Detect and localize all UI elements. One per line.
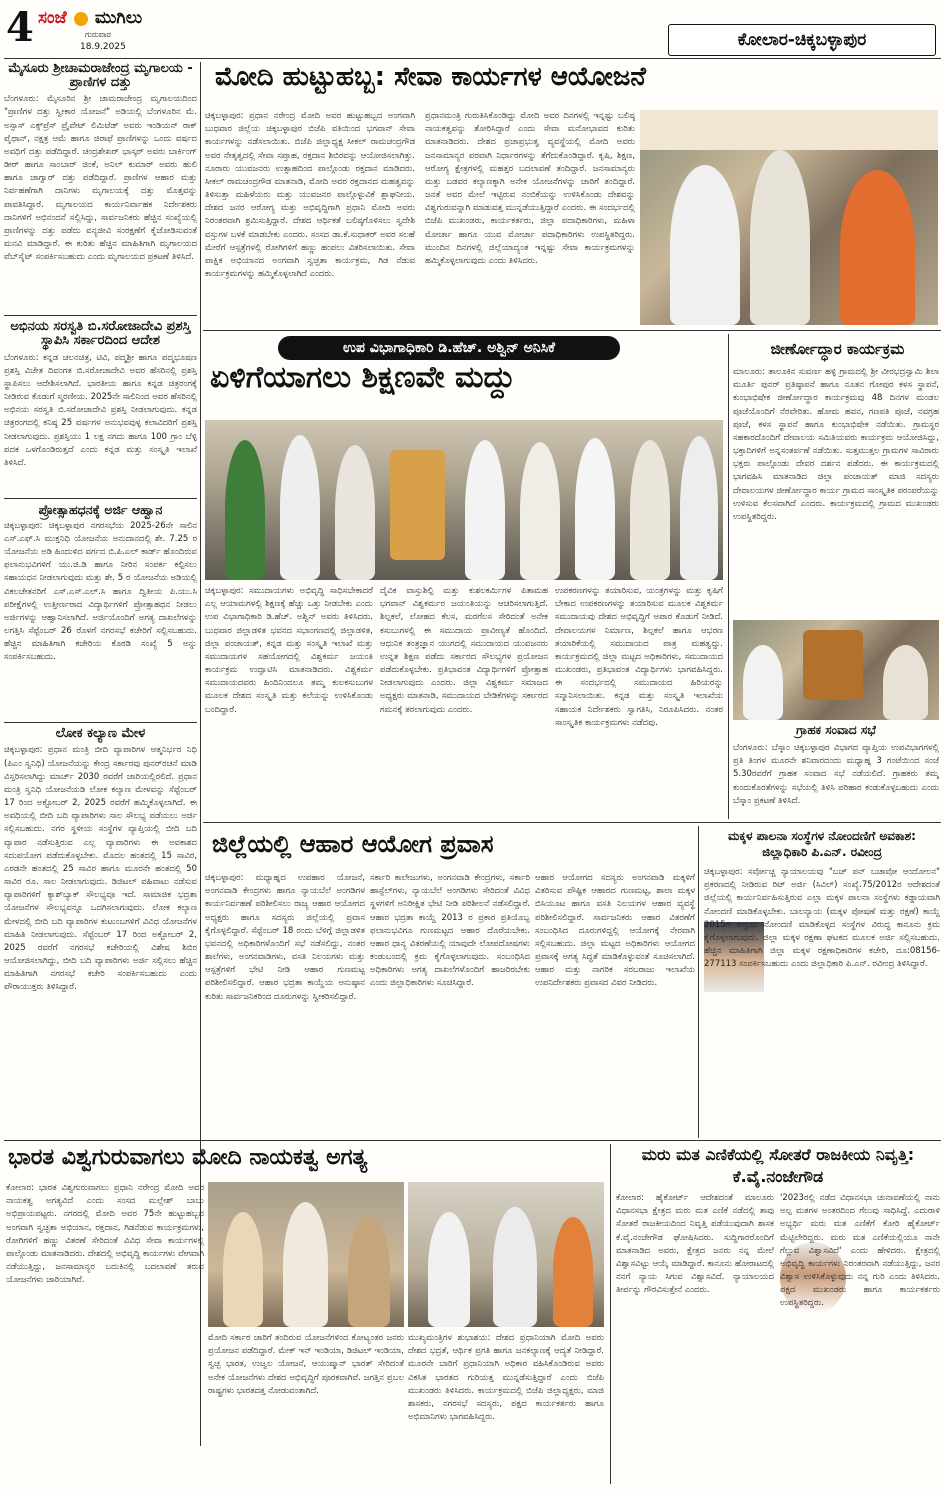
consumer-meeting-caption: ಗ್ರಾಹಕ ಸಂವಾದ ಸಭೆ [796, 723, 876, 737]
person-figure [465, 440, 505, 580]
deity-altar [390, 450, 445, 560]
incentive-headline: ಪ್ರೋತ್ಸಾಹಧನಕ್ಕೆ ಅರ್ಜಿ ಆಹ್ವಾನ [38, 501, 163, 517]
issue-day: ಗುರುವಾರ [85, 30, 111, 39]
restoration-photo [733, 620, 939, 720]
person-figure [630, 440, 670, 580]
vishwaguru-body-col2: ಮೋದಿ ಸರ್ಕಾರ ಜಾರಿಗೆ ತಂದಿರುವ ಯೋಜನೆಗಳಿಂದ ಕೋಟ್ಯಂತರ ಜನರು ಪ್ರಯೋಜನ ಪಡೆದಿದ್ದಾರೆ. ಮೇಕ್ ಇನ್ ಇಂಡಿಯಾ, ಡಿಜಿಟಲ್ ಇಂಡಿಯಾ, ಸ್ವಚ್ಛ ಭಾರತ, ಉಜ್ವಲ ಯೋಜನೆ, ಆಯುಷ್ಮಾನ್ ಭಾರತ್ ಸೇರಿದಂತೆ ಅನೇಕ ಯೋಜನೆಗಳು ದೇಶದ ಅಭಿವೃದ್ಧಿಗೆ ಪೂರಕವಾಗಿವೆ. ಜಗತ್ತಿನ ಪ್ರಬಲ ರಾಷ್ಟ್ರಗಳು ಭಾರತದತ್ತ ನೋಡುವಂತಾಗಿದೆ. [208, 1333, 404, 1396]
person-figure [670, 165, 740, 325]
restoration-body: ಮಾಲೂರು: ತಾಲೂಕಿನ ಸುವರ್ಣ ಹಳ್ಳಿ ಗ್ರಾಮದಲ್ಲಿ ಶ್ರೀ ವೀರಭದ್ರಸ್ವಾಮಿ ಶಿಲಾ ಮೂರ್ತಿ ಪುನರ್ ಪ್ರತಿಷ್ಠಾಪನೆ ಹಾಗೂ ನೂತನ ಗೋಪುರ ಕಳಸ ಸ್ಥಾಪನೆ, ಕುಂಭಾಭಿಷೇಕ ಜೀರ್ಣೋದ್ಧಾರ ಕಾರ್ಯಕ್ರಮವು 48 ದಿನಗಳ ಮಂಡಲ ಪೂಜೆಯೊಂದಿಗೆ ನೆರವೇರಿತು. ಹೋಮ ಹವನ, ಗಣಪತಿ ಪೂಜೆ, ನವಗ್ರಹ ಪೂಜೆ, ಕಳಸ ಸ್ಥಾಪನೆ ಹಾಗೂ ಕುಂಭಾಭಿಷೇಕ ನಡೆಯಿತು. ಗ್ರಾಮಸ್ಥರ ಸಹಕಾರದೊಂದಿಗೆ ದೇವಾಲಯ ಸಮಿತಿಯವರು ಕಾರ್ಯಕ್ರಮ ಆಯೋಜಿಸಿದ್ದು, ಭಕ್ತಾದಿಗಳಿಗೆ ಅನ್ನಸಂತರ್ಪಣೆ ನಡೆಯಿತು. ಸುತ್ತಮುತ್ತಲ ಗ್ರಾಮಗಳ ಸಾವಿರಾರು ಭಕ್ತರು ಪಾಲ್ಗೊಂಡು ದೇವರ ದರ್ಶನ ಪಡೆದರು. ಈ ಕಾರ್ಯಕ್ರಮದಲ್ಲಿ ಭಾಗವಹಿಸಿ ಮಾತನಾಡಿದ ಜಿಲ್ಲಾ ಪಂಚಾಯತ್ ಮಾಜಿ ಸದಸ್ಯರು ದೇವಾಲಯಗಳ ಜೀರ್ಣೋದ್ಧಾರ ಕಾರ್ಯ ಗ್ರಾಮದ ಸಾಂಸ್ಕೃತಿಕ ಪರಂಪರೆಯನ್ನು ಉಳಿಸುವ ಕೆಲಸವಾಗಿದೆ ಎಂದರು. ಕಾರ್ಯಕ್ರಮದಲ್ಲಿ ಗ್ರಾಮದ ಮುಖಂಡರು ಉಪಸ್ಥಿತರಿದ್ದರು. [733, 367, 939, 522]
divider [4, 315, 197, 316]
award-body: ಬೆಂಗಳೂರು: ಕನ್ನಡ ಚಲನಚಿತ್ರ, ಟಿವಿ, ಪದ್ಮಶ್ರೀ ಹಾಗೂ ಪದ್ಮಭೂಷಣ ಪ್ರಶಸ್ತಿ ವಿಜೇತ ದಿವಂಗತ ಬಿ.ಸರೋಜಾದೇವಿ ಅವರ ಹೆಸರಿನಲ್ಲಿ ಪ್ರಶಸ್ತಿ ಸ್ಥಾಪಿಸಲು ಆದೇಶಿಸಲಾಗಿದೆ. ಭಾರತೀಯ ಹಾಗೂ ಕನ್ನಡ ಚಿತ್ರರಂಗಕ್ಕೆ ನೀಡಿರುವ ಕೊಡುಗೆ ಸ್ಮರಣೀಯ. 2025ನೇ ಸಾಲಿನಿಂದ ಅವರ ಹೆಸರಿನಲ್ಲಿ ಅಭಿನಯ ಸರಸ್ವತಿ ಬಿ.ಸರೋಜಾದೇವಿ ಪ್ರಶಸ್ತಿ ನೀಡಲಾಗುವುದು. ಕನ್ನಡ ಚಿತ್ರರಂಗದಲ್ಲಿ ಕನಿಷ್ಠ 25 ವರ್ಷಗಳ ಅನುಭವವುಳ್ಳ ಕಲಾವಿದರಿಗೆ ಪ್ರಶಸ್ತಿ ನೀಡಲಾಗುವುದು. ಪ್ರಶಸ್ತಿಯು 1 ಲಕ್ಷ ನಗದು ಹಾಗೂ 100 ಗ್ರಾಂ ಬೆಳ್ಳಿ ಪದಕ ಒಳಗೊಂಡಿರುತ್ತದೆ ಎಂದು ಕನ್ನಡ ಮತ್ತು ಸಂಸ್ಕೃತಿ ಇಲಾಖೆ ತಿಳಿಸಿದೆ. [4, 352, 197, 468]
divider [4, 498, 197, 499]
incentive-body: ಚಿಕ್ಕಬಳ್ಳಾಪುರ: ಚಿಕ್ಕಬಳ್ಳಾಪುರ ನಗರಸಭೆಯ 2025-26ನೇ ಸಾಲಿನ ಎಸ್.ಎಫ್.ಸಿ ಮುಕ್ತನಿಧಿ ಯೋಜನೆಯ ಅನುದಾನದಲ್ಲಿ ಶೇ. 7.25 ರ ಯೋಜನೆಯ ಅಡಿ ಹಿಂದುಳಿದ ವರ್ಗದ ಬಿ.ಪಿ.ಎಲ್ ಕಾರ್ಡ್ ಹೊಂದಿರುವ ಫಲಾನುಭವಿಗಳಿಗೆ ಯು.ಜಿ.ಡಿ ಹಾಗೂ ನೀರಿನ ಸಂಪರ್ಕ ಕಲ್ಪಿಸಲು ಸಹಾಯಧನ ನೀಡಲಾಗುವುದು ಮತ್ತು ಶೇ. 5 ರ ಯೋಜನೆಯ ಅಡಿಯಲ್ಲಿ ವಿಕಲಚೇತನರಿಗೆ ಎಸ್.ಎಸ್.ಎಲ್.ಸಿ ಹಾಗೂ ದ್ವಿತೀಯ ಪಿ.ಯು.ಸಿ ಪರೀಕ್ಷೆಗಳಲ್ಲಿ ಉತ್ತೀರ್ಣರಾದ ವಿದ್ಯಾರ್ಥಿಗಳಿಗೆ ಪ್ರೋತ್ಸಾಹಧನ ನೀಡಲು ಅರ್ಜಿಗಳನ್ನು ಆಹ್ವಾನಿಸಲಾಗಿದೆ. ಅರ್ಜಿಯೊಂದಿಗೆ ಅಗತ್ಯ ದಾಖಲೆಗಳನ್ನು ಲಗತ್ತಿಸಿ ಸೆಪ್ಟೆಂಬರ್ 26 ರೊಳಗೆ ನಗರಸಭೆ ಕಚೇರಿಗೆ ಸಲ್ಲಿಸಬಹುದು. ಹೆಚ್ಚಿನ ಮಾಹಿತಿಗಾಗಿ ಕಚೇರಿಯ ಕೊಠಡಿ ಸಂಖ್ಯೆ 5 ಅನ್ನು ಸಂಪರ್ಕಿಸಬಹುದು. [4, 520, 197, 663]
vishwaguru-photo-right [408, 1182, 604, 1327]
person-figure [680, 436, 718, 580]
education-headline: ಏಳಿಗೆಯಾಗಲು ಶಿಕ್ಷಣವೇ ಮದ್ದು [210, 360, 516, 395]
issue-date: 18.9.2025 [80, 42, 126, 52]
region-banner: ಕೋಲಾರ-ಚಿಕ್ಕಬಳ್ಳಾಪುರ [668, 24, 936, 56]
politics-body-col2: '2023ರಲ್ಲಿ ನಡೆದ ವಿಧಾನಸಭಾ ಚುನಾವಣೆಯಲ್ಲಿ ನಾನು ಅಲ್ಪ ಮತಗಳ ಅಂತರದಿಂದ ಗೆಲುವು ಸಾಧಿಸಿದ್ದೆ. ಎದುರಾಳಿ ಅಭ್ಯರ್ಥಿ ಮರು ಮತ ಎಣಿಕೆಗೆ ಕೋರಿ ಹೈಕೋರ್ಟ್ ಮೆಟ್ಟಿಲೇರಿದ್ದರು. ಮರು ಮತ ಎಣಿಕೆಯಲ್ಲಿಯೂ ನಾನೇ ಗೆಲ್ಲುವ ವಿಶ್ವಾಸವಿದೆ' ಎಂದು ಹೇಳಿದರು. ಕ್ಷೇತ್ರದಲ್ಲಿ ಅಭಿವೃದ್ಧಿ ಕಾರ್ಯಗಳು ನಿರಂತರವಾಗಿ ನಡೆಯುತ್ತಿದ್ದು, ಜನರ ವಿಶ್ವಾಸ ಉಳಿಸಿಕೊಳ್ಳುವುದು ನನ್ನ ಗುರಿ ಎಂದು ತಿಳಿಸಿದರು. ಪಕ್ಷದ ಮುಖಂಡರು ಹಾಗೂ ಕಾರ್ಯಕರ್ತರು ಉಪಸ್ಥಿತರಿದ್ದರು. [780, 1193, 940, 1309]
banner-background [640, 110, 938, 150]
modi-seva-photo [640, 110, 938, 325]
section-rule [203, 822, 941, 823]
child-care-headline: ಮಕ್ಕಳ ಪಾಲನಾ ಸಂಸ್ಥೆಗಳ ನೋಂದಣಿಗೆ ಅವಕಾಶ: ಜಿಲ್ಲಾಧಿಕಾರಿ ಪಿ.ಎನ್. ರವೀಂದ್ರ [728, 829, 916, 860]
education-kicker: ಉಪ ವಿಭಾಗಾಧಿಕಾರಿ ಡಿ.ಹೆಚ್. ಅಶ್ವಿನ್ ಅನಿಸಿಕೆ [278, 336, 620, 360]
logo-part2: ಮುಗಿಲು [94, 8, 143, 28]
newspaper-logo [38, 8, 142, 28]
person-figure [493, 1207, 537, 1327]
modi-seva-body-col1: ಚಿಕ್ಕಬಳ್ಳಾಪುರ: ಪ್ರಧಾನ ನರೇಂದ್ರ ಮೋದಿ ಅವರ ಹುಟ್ಟುಹಬ್ಬದ ಅಂಗವಾಗಿ ಬುಧವಾರ ಜಿಲ್ಲೆಯ ಚಿಕ್ಕಬಳ್ಳಾಪುರ ಬಿಜೆಪಿ ವತಿಯಿಂದ ಭಗವಾನ್ ಸೇವಾ ಕಾರ್ಯಗಳನ್ನು ನಡೆಸಲಾಯಿತು. ಬಿಜೆಪಿ ಜಿಲ್ಲಾಧ್ಯಕ್ಷ ಸೀಕಲ್ ರಾಮಚಂದ್ರಗೌಡ ಅವರ ನೇತೃತ್ವದಲ್ಲಿ ಸೇವಾ ಸಪ್ತಾಹ, ರಕ್ತದಾನ ಶಿಬಿರವನ್ನು ಆಯೋಜಿಸಲಾಗಿತ್ತು. ನೂರಾರು ಯುವಜನರು ಉತ್ಸಾಹದಿಂದ ಪಾಲ್ಗೊಂಡು ರಕ್ತದಾನ ಮಾಡಿದರು. ಸೀಕಲ್ ರಾಮಚಂದ್ರಗೌಡ ಮಾತನಾಡಿ, ಮೋದಿ ಅವರ ರಕ್ತದಾನದ ಮಹತ್ವವನ್ನು ತಿಳಿಸುತ್ತಾ ಮಹಿಳೆಯರು ಮತ್ತು ಯುವಜನರ ಪಾಲ್ಗೊಳ್ಳುವಿಕೆ ಶ್ಲಾಘನೀಯ. ದೇಶದ ಜನರ ಆರೋಗ್ಯ ಮತ್ತು ಅಭಿವೃದ್ಧಿಗಾಗಿ ಪ್ರಧಾನಿ ಮೋದಿ ಅವರು ನಿರಂತರವಾಗಿ ಶ್ರಮಿಸುತ್ತಿದ್ದಾರೆ. ದೇಶದ ಆರ್ಥಿಕತೆ ಬಲಿಷ್ಠಗೊಳಿಸಲು ಸ್ವದೇಶಿ ವಸ್ತುಗಳ ಬಳಕೆ ಮಾಡಬೇಕು ಎಂದರು. ಸಂಸದ ಡಾ.ಕೆ.ಸುಧಾಕರ್ ಅವರ ಸಲಹೆ ಮೇರೆಗೆ ಆಸ್ಪತ್ರೆಗಳಲ್ಲಿ ರೋಗಿಗಳಿಗೆ ಹಣ್ಣು ಹಂಪಲು ವಿತರಿಸಲಾಯಿತು. ಸೇವಾ ಪಾಕ್ಷಿಕ ಅಭಿಯಾನದ ಅಂಗವಾಗಿ ಸ್ವಚ್ಛತಾ ಕಾರ್ಯಕ್ರಮ, ಗಿಡ ನೆಡುವ ಕಾರ್ಯಕ್ರಮಗಳನ್ನು ಹಮ್ಮಿಕೊಳ್ಳಲಾಗಿದೆ ಎಂದರು. [205, 111, 415, 280]
food-commission-body-col1: ಚಿಕ್ಕಬಳ್ಳಾಪುರ: ಮಧ್ಯಾಹ್ನದ ಉಪಹಾರ ಯೋಜನೆ, ಅಂಗನವಾಡಿ ಕೇಂದ್ರಗಳು ಹಾಗೂ ನ್ಯಾಯಬೆಲೆ ಅಂಗಡಿಗಳ ಕಾರ್ಯನಿರ್ವಹಣೆ ಪರಿಶೀಲಿಸಲು ರಾಜ್ಯ ಆಹಾರ ಆಯೋಗದ ಅಧ್ಯಕ್ಷರು ಹಾಗೂ ಸದಸ್ಯರು ಜಿಲ್ಲೆಯಲ್ಲಿ ಪ್ರವಾಸ ಕೈಗೊಳ್ಳಲಿದ್ದಾರೆ. ಸೆಪ್ಟೆಂಬರ್ 18 ರಂದು ಬೆಳಿಗ್ಗೆ ಜಿಲ್ಲಾಡಳಿತ ಭವನದಲ್ಲಿ ಅಧಿಕಾರಿಗಳೊಂದಿಗೆ ಸಭೆ ನಡೆಸಲಿದ್ದು, ನಂತರ ಶಾಲೆಗಳು, ಅಂಗನವಾಡಿಗಳು, ವಸತಿ ನಿಲಯಗಳು ಮತ್ತು ಆಸ್ಪತ್ರೆಗಳಿಗೆ ಭೇಟಿ ನೀಡಿ ಆಹಾರ ಗುಣಮಟ್ಟ ಪರಿಶೀಲಿಸಲಿದ್ದಾರೆ. ಆಹಾರ ಭದ್ರತಾ ಕಾಯ್ದೆಯ ಅನುಷ್ಠಾನ ಕುರಿತು ಸಾರ್ವಜನಿಕರಿಂದ ದೂರುಗಳನ್ನು ಸ್ವೀಕರಿಸಲಿದ್ದಾರೆ. [205, 873, 365, 1002]
person-figure [840, 170, 915, 325]
modi-seva-body-col2: ಪ್ರಧಾನಮಂತ್ರಿ ಗುರುತಿಸಿಕೊಂಡಿದ್ದು ಮೋದಿ ಅವರ ದಿನಗಳಲ್ಲಿ ಇನ್ನಷ್ಟು ಬಲಿಷ್ಠ ನಾಯಕತ್ವವನ್ನು ತೋರಿಸಿದ್ದಾರೆ ಎಂದು ಸೇವಾ ಮನೋಭಾವದ ಕುರಿತು ಮಾತನಾಡಿದರು. ದೇಶದ ಪ್ರಜಾಪ್ರಭುತ್ವ ವ್ಯವಸ್ಥೆಯಲ್ಲಿ ಮೋದಿ ಅವರು ಜನಸಾಮಾನ್ಯರ ಪರವಾಗಿ ನಿರ್ಧಾರಗಳನ್ನು ತೆಗೆದುಕೊಂಡಿದ್ದಾರೆ. ಕೃಷಿ, ಶಿಕ್ಷಣ, ಆರೋಗ್ಯ ಕ್ಷೇತ್ರಗಳಲ್ಲಿ ಮಹತ್ತರ ಬದಲಾವಣೆ ತಂದಿದ್ದಾರೆ. ಜನಸಾಮಾನ್ಯರು ಮತ್ತು ಬಡವರ ಕಲ್ಯಾಣಕ್ಕಾಗಿ ಅನೇಕ ಯೋಜನೆಗಳನ್ನು ಜಾರಿಗೆ ತಂದಿದ್ದಾರೆ. ಜನತೆ ಅವರ ಮೇಲೆ ಇಟ್ಟಿರುವ ನಂಬಿಕೆಯನ್ನು ಉಳಿಸಿಕೊಂಡು ದೇಶವನ್ನು ವಿಶ್ವಗುರುವನ್ನಾಗಿ ಮಾಡುವತ್ತ ಮುನ್ನಡೆಯುತ್ತಿದ್ದಾರೆ ಎಂದರು. ಈ ಸಂದರ್ಭದಲ್ಲಿ ಬಿಜೆಪಿ ಮುಖಂಡರು, ಕಾರ್ಯಕರ್ತರು, ಜಿಲ್ಲಾ ಪದಾಧಿಕಾರಿಗಳು, ಮಹಿಳಾ ಮೋರ್ಚಾ ಹಾಗೂ ಯುವ ಮೋರ್ಚಾ ಪದಾಧಿಕಾರಿಗಳು ಉಪಸ್ಥಿತರಿದ್ದರು. ಮುಂದಿನ ದಿನಗಳಲ್ಲಿ ಜಿಲ್ಲೆಯಾದ್ಯಂತ ಇನ್ನಷ್ಟು ಸೇವಾ ಕಾರ್ಯಕ್ರಮಗಳನ್ನು ಹಮ್ಮಿಕೊಳ್ಳಲಾಗುವುದು ಎಂದು ತಿಳಿಸಿದರು. [425, 111, 635, 266]
masthead [0, 0, 945, 58]
person-figure [750, 150, 810, 325]
zoo-adoption-headline: ಮೈಸೂರು ಶ್ರೀಚಾಮರಾಜೇಂದ್ರ ಮೃಗಾಲಯ - ಪ್ರಾಣಿಗಳ ದತ್ತು [8, 61, 193, 90]
lok-kalyan-body: ಚಿಕ್ಕಬಳ್ಳಾಪುರ: ಪ್ರಧಾನ ಮಂತ್ರಿ ಬೀದಿ ವ್ಯಾಪಾರಿಗಳ ಆತ್ಮನಿರ್ಭರ ನಿಧಿ (ಪಿಎಂ ಸ್ವನಿಧಿ) ಯೋಜನೆಯನ್ನು ಕೇಂದ್ರ ಸರ್ಕಾರವು ಪುನರ್‌ರಚನೆ ಮಾಡಿ ವಿಸ್ತರಿಸಲಾಗಿದ್ದು ಮಾರ್ಚ್ 2030 ರವರೆಗೆ ಜಾರಿಯಲ್ಲಿರಲಿದೆ. ಪ್ರಧಾನ ಮಂತ್ರಿ ಸ್ವನಿಧಿ ಯೋಜನೆಯಡಿ ಲೋಕ ಕಲ್ಯಾಣ ಮೇಳವನ್ನು ಸೆಪ್ಟೆಂಬರ್ 17 ರಿಂದ ಅಕ್ಟೋಬರ್ 2, 2025 ರವರೆಗೆ ಹಮ್ಮಿಕೊಳ್ಳಲಾಗಿದೆ. ಈ ಅವಧಿಯಲ್ಲಿ ಬೀದಿ ಬದಿ ವ್ಯಾಪಾರಿಗಳು ಸಾಲ ಸೌಲಭ್ಯ ಪಡೆಯಲು ಅರ್ಜಿ ಸಲ್ಲಿಸಬಹುದು. ನಗರ ಸ್ಥಳೀಯ ಸಂಸ್ಥೆಗಳ ವ್ಯಾಪ್ತಿಯಲ್ಲಿ ಬೀದಿ ಬದಿ ವ್ಯಾಪಾರ ನಡೆಸುತ್ತಿರುವ ಎಲ್ಲ ವ್ಯಾಪಾರಿಗಳು ಈ ಅವಕಾಶದ ಸದುಪಯೋಗ ಪಡೆದುಕೊಳ್ಳಬೇಕು. ಮೊದಲ ಹಂತದಲ್ಲಿ 15 ಸಾವಿರ, ಎರಡನೇ ಹಂತದಲ್ಲಿ 25 ಸಾವಿರ ಹಾಗೂ ಮೂರನೇ ಹಂತದಲ್ಲಿ 50 ಸಾವಿರ ರೂ. ಸಾಲ ನೀಡಲಾಗುವುದು. ಡಿಜಿಟಲ್ ವಹಿವಾಟು ನಡೆಸುವ ವ್ಯಾಪಾರಿಗಳಿಗೆ ಕ್ಯಾಶ್‌ಬ್ಯಾಕ್ ಸೌಲಭ್ಯವೂ ಇದೆ. ಸಾಮಾಜಿಕ ಭದ್ರತಾ ಯೋಜನೆಗಳ ಸೌಲಭ್ಯವನ್ನೂ ಒದಗಿಸಲಾಗುವುದು. ಲೋಕ ಕಲ್ಯಾಣ ಮೇಳದಲ್ಲಿ ಬೀದಿ ಬದಿ ವ್ಯಾಪಾರಿಗಳ ಕುಟುಂಬಗಳಿಗೆ ವಿವಿಧ ಯೋಜನೆಗಳ ಮಾಹಿತಿ ನೀಡಲಾಗುವುದು. ಸೆಪ್ಟೆಂಬರ್ 17 ರಿಂದ ಅಕ್ಟೋಬರ್ 2, 2025 ರವರೆಗೆ ನಗರಸಭೆ ಕಚೇರಿಯಲ್ಲಿ ವಿಶೇಷ ಶಿಬಿರ ಆಯೋಜಿಸಲಾಗಿದ್ದು, ಬೀದಿ ಬದಿ ವ್ಯಾಪಾರಿಗಳು ಅರ್ಜಿ ಸಲ್ಲಿಸಲು ಹೆಚ್ಚಿನ ಮಾಹಿತಿಗಾಗಿ ನಗರಸಭೆ ಕಚೇರಿ ಸಂಪರ್ಕಿಸಬಹುದು ಎಂದು ಪೌರಾಯುಕ್ತರು ತಿಳಿಸಿದ್ದಾರೆ. [4, 745, 197, 993]
food-commission-headline: ಜಿಲ್ಲೆಯಲ್ಲಿ ಆಹಾರ ಆಯೋಗ ಪ್ರವಾಸ [212, 830, 494, 858]
person-figure [553, 1217, 593, 1327]
vishwaguru-headline: ಭಾರತ ವಿಶ್ವಗುರುವಾಗಲು ಮೋದಿ ನಾಯಕತ್ವ ಅಗತ್ಯ [8, 1145, 368, 1170]
deity-altar [803, 630, 863, 700]
politics-body-col1: ಕೋಲಾರ: ಹೈಕೋರ್ಟ್ ಆದೇಶದಂತೆ ಮಾಲೂರು ವಿಧಾನಸಭಾ ಕ್ಷೇತ್ರದ ಮರು ಮತ ಎಣಿಕೆ ನಡೆದಲ್ಲಿ ತಾವು ಸೋತರೆ ರಾಜಕೀಯದಿಂದ ನಿವೃತ್ತಿ ಪಡೆಯುವುದಾಗಿ ಶಾಸಕ ಕೆ.ವೈ.ನಂಜೇಗೌಡ ಘೋಷಿಸಿದರು. ಸುದ್ದಿಗಾರರೊಂದಿಗೆ ಮಾತನಾಡಿದ ಅವರು, ಕ್ಷೇತ್ರದ ಜನರು ನನ್ನ ಮೇಲೆ ವಿಶ್ವಾಸವಿಟ್ಟು ಆಯ್ಕೆ ಮಾಡಿದ್ದಾರೆ. ಕಾನೂನು ಹೋರಾಟದಲ್ಲಿ ನನಗೆ ನ್ಯಾಯ ಸಿಗುವ ವಿಶ್ವಾಸವಿದೆ. ನ್ಯಾಯಾಲಯದ ತೀರ್ಪನ್ನು ಗೌರವಿಸುತ್ತೇನೆ ಎಂದರು. [616, 1193, 774, 1296]
lok-kalyan-headline: ಲೋಕ ಕಲ್ಯಾಣ ಮೇಳ [55, 725, 146, 741]
education-body-col3: ಉಪಕರಣಗಳನ್ನು ತಯಾರಿಸುವ, ಯಂತ್ರಗಳನ್ನು ಮತ್ತು ಕೃಷಿಗೆ ಬೇಕಾದ ಉಪಕರಣಗಳನ್ನು ತಯಾರಿಸುವ ಮೂಲಕ ವಿಶ್ವಕರ್ಮ ಸಮುದಾಯವು ದೇಶದ ಅಭಿವೃದ್ಧಿಗೆ ಅಪಾರ ಕೊಡುಗೆ ನೀಡಿದೆ. ದೇವಾಲಯಗಳ ನಿರ್ಮಾಣ, ಶಿಲ್ಪಕಲೆ ಹಾಗೂ ಆಭರಣ ತಯಾರಿಕೆಯಲ್ಲಿ ಸಮುದಾಯದ ಪಾತ್ರ ಮಹತ್ವದ್ದು. ಕಾರ್ಯಕ್ರಮದಲ್ಲಿ ಜಿಲ್ಲಾ ಮಟ್ಟದ ಅಧಿಕಾರಿಗಳು, ಸಮುದಾಯದ ಮುಖಂಡರು, ಪ್ರತಿಭಾವಂತ ವಿದ್ಯಾರ್ಥಿಗಳು ಭಾಗವಹಿಸಿದ್ದರು. ಈ ಸಂದರ್ಭದಲ್ಲಿ ಸಮುದಾಯದ ಹಿರಿಯರನ್ನು ಸನ್ಮಾನಿಸಲಾಯಿತು. ಕನ್ನಡ ಮತ್ತು ಸಂಸ್ಕೃತಿ ಇಲಾಖೆಯ ಸಹಾಯಕ ನಿರ್ದೇಶಕರು ಸ್ವಾಗತಿಸಿ, ನಿರೂಪಿಸಿದರು. ನಂತರ ಸಾಂಸ್ಕೃತಿಕ ಕಾರ್ಯಕ್ರಮಗಳು ನಡೆದವು. [555, 586, 723, 728]
section-rule [203, 330, 941, 331]
modi-seva-headline: ಮೋದಿ ಹುಟ್ಟುಹಬ್ಬ: ಸೇವಾ ಕಾರ್ಯಗಳ ಆಯೋಜನೆ [215, 62, 646, 92]
sun-icon [74, 12, 88, 26]
logo-part1: ಸಂಜೆ [38, 8, 67, 28]
vishwaguru-body-col3: ಮುಖ್ಯಮಂತ್ರಿಗಳ ಶುಭಾಶಯ: ದೇಶದ ಪ್ರಧಾನಿಯಾಗಿ ಮೋದಿ ಅವರು ದೇಶದ ಭದ್ರತೆ, ಆರ್ಥಿಕ ಪ್ರಗತಿ ಹಾಗೂ ಜನಕಲ್ಯಾಣಕ್ಕೆ ಆದ್ಯತೆ ನೀಡಿದ್ದಾರೆ. ಮೂರನೇ ಬಾರಿಗೆ ಪ್ರಧಾನಿಯಾಗಿ ಅಧಿಕಾರ ವಹಿಸಿಕೊಂಡಿರುವ ಅವರು ವಿಕಸಿತ ಭಾರತದ ಗುರಿಯತ್ತ ಮುನ್ನಡೆಸುತ್ತಿದ್ದಾರೆ ಎಂದು ಬಿಜೆಪಿ ಮುಖಂಡರು ತಿಳಿಸಿದರು. ಕಾರ್ಯಕ್ರಮದಲ್ಲಿ ಬಿಜೆಪಿ ಜಿಲ್ಲಾಧ್ಯಕ್ಷರು, ಮಾಜಿ ಶಾಸಕರು, ನಗರಸಭೆ ಸದಸ್ಯರು, ಪಕ್ಷದ ಕಾರ್ಯಕರ್ತರು ಹಾಗೂ ಅಭಿಮಾನಿಗಳು ಭಾಗವಹಿಸಿದ್ದರು. [408, 1333, 604, 1423]
person-figure [575, 438, 615, 580]
zoo-adoption-body: ಬೆಂಗಳೂರು: ಮೈಸೂರಿನ ಶ್ರೀ ಚಾಮರಾಜೇಂದ್ರ ಮೃಗಾಲಯದಿಂದ "ಪ್ರಾಣಿಗಳ ದತ್ತು ಸ್ವೀಕಾರ ಯೋಜನೆ" ಅಡಿಯಲ್ಲಿ ಬೆಂಗಳೂರಿನ ಮೆ. ಅಸ್ಸಾಸ್ ಎಕ್ಸ್‌ಪ್ರೆಸ್ ಪ್ರೈವೇಟ್ ಲಿಮಿಟೆಡ್ ಅವರು ಇಂಡಿಯನ್ ರಾಕ್ ಪೈಥಾನ್, ನಕ್ಷತ್ರ ಆಮೆ ಹಾಗೂ ಜಿರಾಫೆ ಪ್ರಾಣಿಗಳನ್ನು ಒಂದು ವರ್ಷದ ಅವಧಿಗೆ ದತ್ತು ಪಡೆದಿದ್ದಾರೆ. ಚಂದ್ರಶೇಖರ್ ಭಾಸ್ಕರ್ ಅವರು ಬಾರ್ಕಿಂಗ್ ಡೀರ್ ಹಾಗೂ ಸಾಂಬಾರ್ ಜಿಂಕೆ, ಅನಿಲ್ ಕುಮಾರ್ ಅವರು ಹುಲಿ ಹಾಗೂ ಜಾಗ್ವಾರ್ ದತ್ತು ಪಡೆದಿದ್ದಾರೆ. ಪ್ರಾಣಿಗಳ ಆಹಾರ ಮತ್ತು ನಿರ್ವಹಣೆಗಾಗಿ ದಾನಿಗಳು ಮೃಗಾಲಯಕ್ಕೆ ದತ್ತು ಮೊತ್ತವನ್ನು ಪಾವತಿಸಿದ್ದಾರೆ. ಮೃಗಾಲಯದ ಕಾರ್ಯನಿರ್ವಾಹಕ ನಿರ್ದೇಶಕರು ದಾನಿಗಳಿಗೆ ಅಭಿನಂದನೆ ಸಲ್ಲಿಸಿದ್ದು, ಸಾರ್ವಜನಿಕರು ಹೆಚ್ಚಿನ ಸಂಖ್ಯೆಯಲ್ಲಿ ಪ್ರಾಣಿಗಳನ್ನು ದತ್ತು ಪಡೆದು ವನ್ಯಜೀವಿ ಸಂರಕ್ಷಣೆಗೆ ಕೈಜೋಡಿಸುವಂತೆ ಮನವಿ ಮಾಡಿದ್ದಾರೆ. ಈ ಕುರಿತು ಹೆಚ್ಚಿನ ಮಾಹಿತಿಗಾಗಿ ಮೃಗಾಲಯದ ವೆಬ್‌ಸೈಟ್ ಸಂಪರ್ಕಿಸಬಹುದು ಎಂದು ಮೃಗಾಲಯದ ಪ್ರಕಟಣೆ ತಿಳಿಸಿದೆ. [4, 94, 197, 263]
column-rule [698, 826, 699, 1138]
person-figure [223, 1212, 263, 1327]
child-care-body: ಚಿಕ್ಕಬಳ್ಳಾಪುರ: ಸರ್ವೋಚ್ಚ ನ್ಯಾಯಾಲಯವು "ಬಚ್ ಪನ್ ಬಚಾವೋ ಆಂದೋಲನ" ಪ್ರಕರಣದಲ್ಲಿ ನೀಡಿರುವ ರಿಟ್ ಅರ್ಜಿ (ಸಿವಿಲ್) ಸಂಖ್ಯೆ.75/2012ರ ಆದೇಶದಂತೆ ಜಿಲ್ಲೆಯಲ್ಲಿ ಕಾರ್ಯನಿರ್ವಹಿಸುತ್ತಿರುವ ಎಲ್ಲಾ ಮಕ್ಕಳ ಪಾಲನಾ ಸಂಸ್ಥೆಗಳು ಕಡ್ಡಾಯವಾಗಿ ನೋಂದಣಿ ಮಾಡಿಕೊಳ್ಳಬೇಕು. ಬಾಲನ್ಯಾಯ (ಮಕ್ಕಳ ಪೋಷಣೆ ಮತ್ತು ರಕ್ಷಣೆ) ಕಾಯ್ದೆ 2015ರ ಅನ್ವಯ ನೋಂದಣಿ ಮಾಡಿಕೊಳ್ಳದ ಸಂಸ್ಥೆಗಳ ವಿರುದ್ಧ ಕಾನೂನು ಕ್ರಮ ಕೈಗೊಳ್ಳಲಾಗುವುದು. ಜಿಲ್ಲಾ ಮಕ್ಕಳ ರಕ್ಷಣಾ ಘಟಕದ ಮೂಲಕ ಅರ್ಜಿ ಸಲ್ಲಿಸಬಹುದು. ಹೆಚ್ಚಿನ ಮಾಹಿತಿಗಾಗಿ ಜಿಲ್ಲಾ ಮಕ್ಕಳ ರಕ್ಷಣಾಧಿಕಾರಿಗಳ ಕಚೇರಿ, ದೂ:08156-277113 ಸಂಪರ್ಕಿಸಬಹುದು ಎಂದು ಜಿಲ್ಲಾಧಿಕಾರಿ ಪಿ.ಎನ್. ರವೀಂದ್ರ ತಿಳಿಸಿದ್ದಾರೆ. [704, 867, 940, 970]
person-figure [335, 445, 375, 580]
vishwaguru-body-col1: ಕೋಲಾರ: ಭಾರತ ವಿಶ್ವಗುರುವಾಗಲು ಪ್ರಧಾನಿ ನರೇಂದ್ರ ಮೋದಿ ಅವರ ನಾಯಕತ್ವ ಅಗತ್ಯವಿದೆ ಎಂದು ಸಂಸದ ಮಲ್ಲೇಶ್ ಬಾಬು ಅಭಿಪ್ರಾಯಪಟ್ಟರು. ನಗರದಲ್ಲಿ ಮೋದಿ ಅವರ 75ನೇ ಹುಟ್ಟುಹಬ್ಬದ ಅಂಗವಾಗಿ ಸ್ವಚ್ಛತಾ ಅಭಿಯಾನ, ರಕ್ತದಾನ, ಗಿಡನೆಡುವ ಕಾರ್ಯಕ್ರಮಗಳು, ರೋಗಿಗಳಿಗೆ ಹಣ್ಣು ವಿತರಣೆ ಸೇರಿದಂತೆ ವಿವಿಧ ಸೇವಾ ಕಾರ್ಯಗಳಲ್ಲಿ ಪಾಲ್ಗೊಂಡು ಮಾತನಾಡಿದರು. ದೇಶದಲ್ಲಿ ಅಭಿವೃದ್ಧಿ ಕಾರ್ಯಗಳು ವೇಗವಾಗಿ ನಡೆಯುತ್ತಿದ್ದು, ಜನಸಾಮಾನ್ಯರ ಬದುಕಿನಲ್ಲಿ ಬದಲಾವಣೆ ತರುವ ಯೋಜನೆಗಳು ಜಾರಿಯಾಗಿವೆ. [6, 1183, 204, 1286]
person-figure [743, 645, 783, 720]
column-rule [610, 1144, 611, 1484]
consumer-meeting-body: ಬೆಂಗಳೂರು: ಬೆಸ್ಕಾಂ ಚಿಕ್ಕಬಳ್ಳಾಪುರ ವಿಭಾಗದ ವ್ಯಾಪ್ತಿಯ ಉಪವಿಭಾಗಗಳಲ್ಲಿ ಪ್ರತಿ ತಿಂಗಳ ಮೂರನೇ ಶನಿವಾರದಂದು ಮಧ್ಯಾಹ್ನ 3 ಗಂಟೆಯಿಂದ ಸಂಜೆ 5.30ರವರೆಗೆ ಗ್ರಾಹಕ ಸಂವಾದ ಸಭೆ ನಡೆಯಲಿದೆ. ಗ್ರಾಹಕರು ತಮ್ಮ ಕುಂದುಕೊರತೆಗಳನ್ನು ಸಭೆಯಲ್ಲಿ ತಿಳಿಸಿ ಪರಿಹಾರ ಕಂಡುಕೊಳ್ಳಬಹುದು ಎಂದು ಬೆಸ್ಕಾಂ ಪ್ರಕಟಣೆ ತಿಳಿಸಿದೆ. [733, 743, 939, 806]
education-photo [205, 420, 723, 580]
person-figure [225, 440, 265, 580]
food-commission-body-col2: ಸರ್ಕಾರಿ ಕಾಲೇಜುಗಳು, ಅಂಗನವಾಡಿ ಕೇಂದ್ರಗಳು, ಸರ್ಕಾರಿ ಹಾಸ್ಟೆಲ್‌ಗಳು, ನ್ಯಾಯಬೆಲೆ ಅಂಗಡಿಗಳು ಸೇರಿದಂತೆ ವಿವಿಧ ಸ್ಥಳಗಳಿಗೆ ಅನಿರೀಕ್ಷಿತ ಭೇಟಿ ನೀಡಿ ಪರಿಶೀಲನೆ ನಡೆಸಲಿದ್ದಾರೆ. ಆಹಾರ ಭದ್ರತಾ ಕಾಯ್ದೆ 2013 ರ ಪ್ರಕಾರ ಪ್ರತಿಯೊಬ್ಬ ಫಲಾನುಭವಿಗೂ ಗುಣಮಟ್ಟದ ಆಹಾರ ದೊರೆಯಬೇಕು. ಆಹಾರ ಧಾನ್ಯ ವಿತರಣೆಯಲ್ಲಿ ಯಾವುದೇ ಲೋಪದೋಷಗಳು ಕಂಡುಬಂದಲ್ಲಿ ಕ್ರಮ ಕೈಗೊಳ್ಳಲಾಗುವುದು. ಸಂಬಂಧಿಸಿದ ಅಧಿಕಾರಿಗಳು ಅಗತ್ಯ ದಾಖಲೆಗಳೊಂದಿಗೆ ಹಾಜರಿರಬೇಕು ಎಂದು ಜಿಲ್ಲಾಧಿಕಾರಿಗಳು ಸೂಚಿಸಿದ್ದಾರೆ. [370, 873, 530, 989]
person-figure [520, 442, 560, 580]
education-body-col1: ಚಿಕ್ಕಬಳ್ಳಾಪುರ: ಸಮುದಾಯಗಳು ಅಭಿವೃದ್ಧಿ ಸಾಧಿಸಬೇಕಾದರೆ ಎಲ್ಲ ಆಯಾಮಗಳಲ್ಲಿ ಶಿಕ್ಷಣಕ್ಕೆ ಹೆಚ್ಚು ಒತ್ತು ನೀಡಬೇಕು ಎಂದು ಉಪ ವಿಭಾಗಾಧಿಕಾರಿ ಡಿ.ಹೆಚ್. ಅಶ್ವಿನ್ ಅವರು ತಿಳಿಸಿದರು. ಬುಧವಾರ ಜಿಲ್ಲಾಡಳಿತ ಭವನದ ಸಭಾಂಗಣದಲ್ಲಿ ಜಿಲ್ಲಾಡಳಿತ, ಜಿಲ್ಲಾ ಪಂಚಾಯತ್, ಕನ್ನಡ ಮತ್ತು ಸಂಸ್ಕೃತಿ ಇಲಾಖೆ ಮತ್ತು ಸಮುದಾಯಗಳ ಸಹಯೋಗದಲ್ಲಿ ವಿಶ್ವಕರ್ಮ ಜಯಂತಿ ಕಾರ್ಯಕ್ರಮ ಉದ್ಘಾಟಿಸಿ ಮಾತನಾಡಿದರು. ವಿಶ್ವಕರ್ಮ ಸಮುದಾಯದವರು ಹಿಂದಿನಿಂದಲೂ ತಮ್ಮ ಕುಲಕಸುಬುಗಳ ಮೂಲಕ ದೇಶದ ಸಂಸ್ಕೃತಿ ಮತ್ತು ಕಲೆಯನ್ನು ಉಳಿಸಿಕೊಂಡು ಬಂದಿದ್ದಾರೆ. [205, 586, 373, 715]
section-rule [4, 1140, 941, 1141]
food-commission-body-col3: ಆಹಾರ ಆಯೋಗದ ಸದಸ್ಯರು ಅಂಗನವಾಡಿ ಮಕ್ಕಳಿಗೆ ವಿತರಿಸುವ ಪೌಷ್ಟಿಕ ಆಹಾರದ ಗುಣಮಟ್ಟ, ಶಾಲಾ ಮಕ್ಕಳ ಬಿಸಿಯೂಟ ಹಾಗೂ ವಸತಿ ನಿಲಯಗಳ ಆಹಾರ ವ್ಯವಸ್ಥೆ ಪರಿಶೀಲಿಸಲಿದ್ದಾರೆ. ಸಾರ್ವಜನಿಕರು ಆಹಾರ ವಿತರಣೆಗೆ ಸಂಬಂಧಿಸಿದ ದೂರುಗಳಿದ್ದಲ್ಲಿ ಆಯೋಗಕ್ಕೆ ನೇರವಾಗಿ ಸಲ್ಲಿಸಬಹುದು. ಜಿಲ್ಲಾ ಮಟ್ಟದ ಅಧಿಕಾರಿಗಳು ಆಯೋಗದ ಪ್ರವಾಸಕ್ಕೆ ಅಗತ್ಯ ಸಿದ್ಧತೆ ಮಾಡಿಕೊಳ್ಳುವಂತೆ ಸೂಚಿಸಲಾಗಿದೆ. ಆಹಾರ ಮತ್ತು ನಾಗರಿಕ ಸರಬರಾಜು ಇಲಾಖೆಯ ಉಪನಿರ್ದೇಶಕರು ಪ್ರವಾಸದ ವಿವರ ನೀಡಿದರು. [535, 873, 695, 989]
politics-headline: ಮರು ಮತ ಎಣಿಕೆಯಲ್ಲಿ ಸೋತರೆ ರಾಜಕೀಯ ನಿವೃತ್ತಿ: ಕೆ.ವೈ.ನಂಜೇಗೌಡ [641, 1145, 915, 1186]
person-figure [283, 1202, 328, 1327]
page-number: 4 [6, 4, 34, 51]
education-body-col2: ದೈವಿಕ ವಾಸ್ತುಶಿಲ್ಪಿ ಮತ್ತು ಕುಶಲಕರ್ಮಿಗಳ ಪಿತಾಮಹ ಭಗವಾನ್ ವಿಶ್ವಕರ್ಮರ ಜಯಂತಿಯನ್ನು ಆಚರಿಸಲಾಗುತ್ತಿದೆ. ಶಿಲ್ಪಕಲೆ, ಲೋಹದ ಕೆಲಸ, ಮರಗೆಲಸ ಸೇರಿದಂತೆ ಅನೇಕ ಕಸುಬುಗಳಲ್ಲಿ ಈ ಸಮುದಾಯ ಪ್ರಾವೀಣ್ಯತೆ ಹೊಂದಿದೆ. ಆಧುನಿಕ ತಂತ್ರಜ್ಞಾನ ಯುಗದಲ್ಲಿ ಸಮುದಾಯದ ಯುವಜನರು ಉನ್ನತ ಶಿಕ್ಷಣ ಪಡೆದು ಸರ್ಕಾರದ ಸೌಲಭ್ಯಗಳ ಪ್ರಯೋಜನ ಪಡೆದುಕೊಳ್ಳಬೇಕು. ಪ್ರತಿಭಾವಂತ ವಿದ್ಯಾರ್ಥಿಗಳಿಗೆ ಪ್ರೋತ್ಸಾಹ ನೀಡಲಾಗುವುದು ಎಂದರು. ಜಿಲ್ಲಾ ವಿಶ್ವಕರ್ಮ ಸಮಾಜದ ಅಧ್ಯಕ್ಷರು ಮಾತನಾಡಿ, ಸಮುದಾಯದ ಬೇಡಿಕೆಗಳನ್ನು ಸರ್ಕಾರದ ಗಮನಕ್ಕೆ ತರಲಾಗುವುದು ಎಂದರು. [380, 586, 548, 715]
masthead-rule [4, 58, 941, 59]
award-headline: ಅಭಿನಯ ಸರಸ್ವತಿ ಬಿ.ಸರೋಜಾದೇವಿ ಪ್ರಶಸ್ತಿ ಸ್ಥಾಪಿಸಿ ಸರ್ಕಾರದಿಂದ ಆದೇಶ [10, 319, 191, 348]
divider [4, 722, 197, 723]
person-figure [348, 1217, 390, 1327]
person-figure [883, 645, 928, 720]
person-figure [280, 435, 320, 580]
column-rule [728, 334, 729, 819]
person-figure [428, 1212, 470, 1327]
vishwaguru-photo-left [208, 1182, 404, 1327]
restoration-headline: ಜೀರ್ಣೋದ್ಧಾರ ಕಾರ್ಯಕ್ರಮ [770, 340, 905, 358]
